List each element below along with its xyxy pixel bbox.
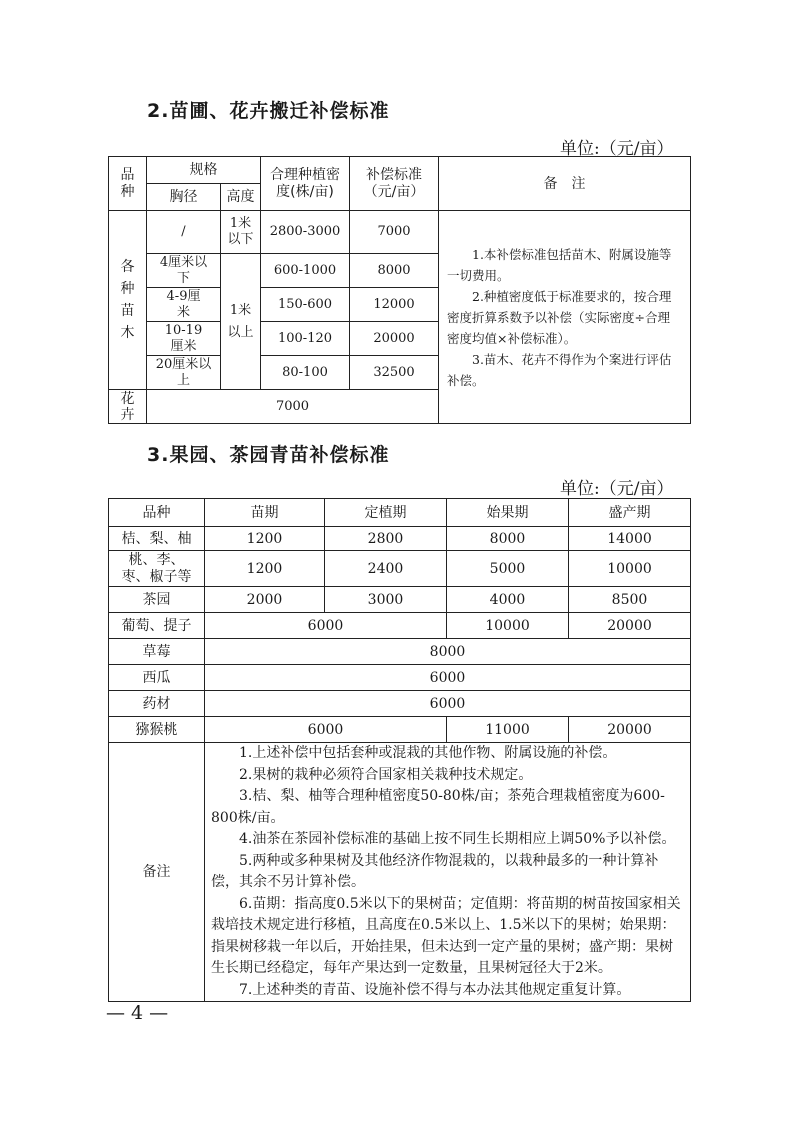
row3-density: 150-600 (261, 288, 350, 322)
section2-notes (439, 211, 691, 424)
section3-note-3: 3.桔、梨、柚等合理种植密度50-80株/亩；茶苑合理栽植密度为600-800株/亩。 (211, 788, 665, 826)
section3-note-5: 5.两种或多种果树及其他经济作物混栽的，以栽种最多的一种计算补偿，其余不另计算补偿。 (211, 852, 659, 890)
table-cell: 3000 (325, 587, 447, 613)
section2-title: 2.苗圃、花卉搬迁补偿标准 (147, 100, 390, 122)
table-row-name: 茶园 (109, 587, 205, 613)
section3-unit: 单位:（元/亩） (560, 479, 674, 499)
table-cell: 1200 (205, 551, 325, 587)
row2-density: 600-1000 (261, 254, 350, 288)
row4-standard: 20000 (350, 322, 439, 356)
table-row-name: 猕猴桃 (109, 717, 205, 743)
section3-title: 3.果园、茶园青苗补偿标准 (147, 444, 390, 466)
table-cell: 11000 (447, 717, 569, 743)
row4-density: 100-120 (261, 322, 350, 356)
table-row-name: 葡萄、提子 (109, 613, 205, 639)
row1-height: 1米以下 (221, 211, 261, 254)
table-cell: 6000 (205, 613, 447, 639)
section2-note-2: 2.种植密度低于标准要求的，按合理密度折算系数予以补偿（实际密度÷合理密度均值×补偿标准）。 (447, 288, 672, 346)
orchard-compensation-table (108, 498, 691, 1002)
row1-density: 2800-3000 (261, 211, 350, 254)
header-girth: 胸径 (147, 184, 221, 211)
row5-girth: 20厘米以上 (147, 356, 221, 390)
flower-label: 花卉 (109, 390, 147, 424)
table-cell: 4000 (447, 587, 569, 613)
table-row-name: 桔、梨、柚 (109, 527, 205, 551)
col-header-peak: 盛产期 (569, 499, 691, 527)
col-header-early-fruit: 始果期 (447, 499, 569, 527)
section3-notes-label: 备注 (109, 743, 205, 1002)
table-cell: 14000 (569, 527, 691, 551)
table-cell: 8000 (205, 639, 691, 665)
section3-note-1: 1.上述补偿中包括套种或混栽的其他作物、附属设施的补偿。 (239, 745, 617, 761)
group-label: 各种苗木 (109, 211, 147, 390)
row1-standard: 7000 (350, 211, 439, 254)
table-cell: 5000 (447, 551, 569, 587)
row2-girth: 4厘米以下 (147, 254, 221, 288)
row5-density: 80-100 (261, 356, 350, 390)
table-row-name: 药材 (109, 691, 205, 717)
row1-girth: / (147, 211, 221, 254)
section3-note-2: 2.果树的栽种必须符合国家相关栽种技术规定。 (239, 766, 533, 783)
section2-note-1: 1.本补偿标准包括苗木、附属设施等一切费用。 (447, 246, 672, 283)
table-cell: 6000 (205, 717, 447, 743)
table-cell: 20000 (569, 717, 691, 743)
table-row-name: 西瓜 (109, 665, 205, 691)
row2-standard: 8000 (350, 254, 439, 288)
table-cell: 6000 (205, 665, 691, 691)
row3-girth: 4-9厘米 (147, 288, 221, 322)
header-variety: 品种 (109, 157, 147, 211)
col-header-planting: 定植期 (325, 499, 447, 527)
row3-standard: 12000 (350, 288, 439, 322)
table-cell: 2000 (205, 587, 325, 613)
table-cell: 1200 (205, 527, 325, 551)
table-cell: 6000 (205, 691, 691, 717)
row5-standard: 32500 (350, 356, 439, 390)
section3-note-7: 7.上述种类的青苗、设施补偿不得与本办法其他规定重复计算。 (239, 981, 631, 998)
section3-notes (205, 743, 691, 1002)
table-cell: 2400 (325, 551, 447, 587)
table-cell: 10000 (447, 613, 569, 639)
header-notes: 备 注 (439, 157, 691, 211)
table-row-name: 桃、李、枣、椒子等 (109, 551, 205, 587)
table-row-name: 草莓 (109, 639, 205, 665)
section2-note-3: 3.苗木、花卉不得作为个案进行评估补偿。 (447, 351, 672, 388)
section3-note-6: 6.苗期：指高度0.5米以下的果树苗；定值期：将苗期的树苗按国家相关栽培技术规定进行移植，且高度在0.5米以上、1.5米以下的果树；始果期：指果树移栽一年以后，开始挂果，但未达到一定产量的果树；盛产期：果树生长期已经稳定，每年产果达到一定数量，且果树冠径大于2米。 (211, 895, 681, 976)
table-cell: 8000 (447, 527, 569, 551)
row4-girth: 10-19厘米 (147, 322, 221, 356)
header-spec: 规格 (147, 157, 261, 184)
header-density: 合理种植密度(株/亩) (261, 157, 350, 211)
flower-value: 7000 (147, 390, 439, 424)
col-header-variety: 品种 (109, 499, 205, 527)
table-cell: 2800 (325, 527, 447, 551)
header-standard: 补偿标准（元/亩） (350, 157, 439, 211)
table-cell: 20000 (569, 613, 691, 639)
section3-note-4: 4.油茶在茶园补偿标准的基础上按不同生长期相应上调50%予以补偿。 (239, 831, 676, 847)
table-cell: 8500 (569, 587, 691, 613)
col-header-seedling: 苗期 (205, 499, 325, 527)
section2-unit: 单位:（元/亩） (560, 139, 674, 159)
height-shared: 1米以上 (221, 254, 261, 390)
header-height: 高度 (221, 184, 261, 211)
page-number: — 4 — (106, 1002, 169, 1024)
nursery-compensation-table (108, 156, 691, 424)
table-cell: 10000 (569, 551, 691, 587)
